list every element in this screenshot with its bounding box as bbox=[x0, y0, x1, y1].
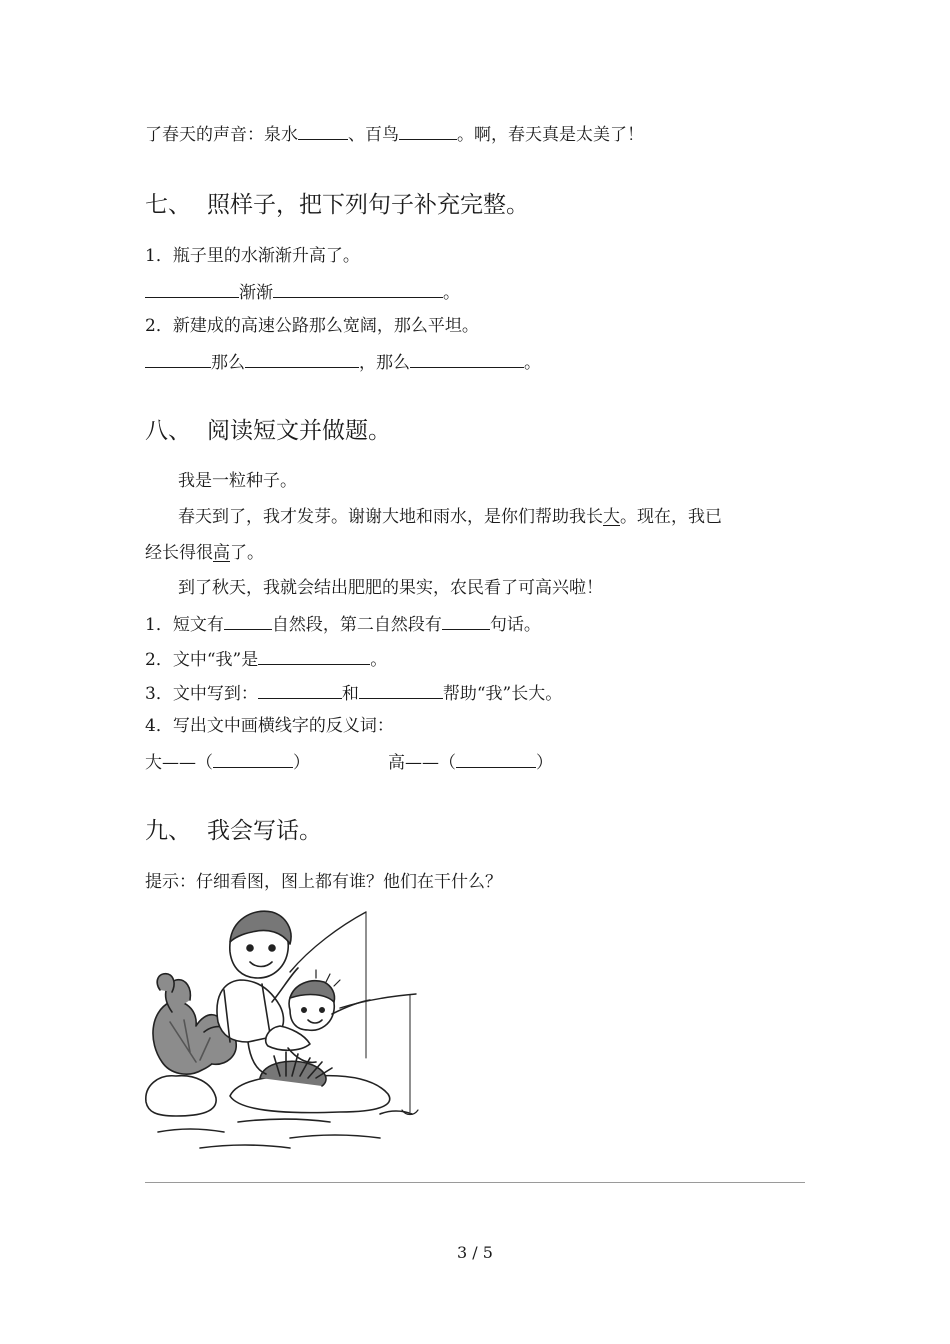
blank-s8-q1-b[interactable] bbox=[442, 611, 490, 630]
passage-paragraph-1: 我是一粒种子。 bbox=[178, 471, 297, 491]
section8-heading: 八、 阅读短文并做题。 bbox=[145, 418, 391, 444]
underlined-word-big: 大 bbox=[603, 507, 620, 527]
passage-paragraph-3: 到了秋天，我就会结出肥肥的果实，农民看了可高兴啦！ bbox=[178, 578, 603, 598]
passage-paragraph-2: 春天到了，我才发芽。谢谢大地和雨水，是你们帮助我长大。现在，我已 bbox=[178, 507, 722, 527]
blank-s7-q2-a[interactable] bbox=[145, 349, 211, 368]
blank-s8-q2[interactable] bbox=[258, 646, 370, 665]
blank-s8-q3-a[interactable] bbox=[258, 680, 342, 699]
blank-s8-q1-a[interactable] bbox=[224, 611, 272, 630]
blank-s7-q1-b[interactable] bbox=[273, 279, 443, 298]
section8-q2: 2．文中“我”是 。 bbox=[145, 646, 387, 672]
blank-birds[interactable] bbox=[399, 121, 457, 140]
section9-heading: 九、 我会写话。 bbox=[145, 818, 322, 844]
continued-line: 了春天的声音：泉水 、百鸟 。啊，春天真是太美了！ bbox=[145, 121, 644, 147]
section8-q3: 3．文中写到： 和 帮助“我”长大。 bbox=[145, 680, 562, 706]
writing-hint: 提示：仔细看图，图上都有谁？他们在干什么？ bbox=[145, 872, 502, 892]
page-number: 3 / 5 bbox=[457, 1243, 493, 1262]
blank-antonym-big[interactable] bbox=[213, 749, 293, 768]
section7-q2-fill: 那么 ，那么 。 bbox=[145, 349, 541, 375]
blank-s7-q2-b[interactable] bbox=[245, 349, 359, 368]
section7-heading: 七、 照样子，把下列句子补充完整。 bbox=[145, 192, 529, 218]
blank-s8-q3-b[interactable] bbox=[359, 680, 443, 699]
blank-s7-q1-a[interactable] bbox=[145, 279, 239, 298]
blank-antonym-tall[interactable] bbox=[456, 749, 536, 768]
section8-q4: 4．写出文中画横线字的反义词： bbox=[145, 716, 394, 736]
section7-q2: 2．新建成的高速公路那么宽阔，那么平坦。 bbox=[145, 316, 479, 336]
section8-q1: 1．短文有 自然段，第二自然段有 句话。 bbox=[145, 611, 541, 637]
passage-paragraph-2-cont: 经长得很高了。 bbox=[145, 543, 264, 563]
blank-s7-q2-c[interactable] bbox=[410, 349, 524, 368]
underlined-word-tall: 高 bbox=[213, 543, 230, 563]
section8-antonyms: 大——（ ） 高——（ ） bbox=[145, 749, 553, 775]
section7-q1: 1．瓶子里的水渐渐升高了。 bbox=[145, 246, 360, 266]
writing-line[interactable] bbox=[145, 1182, 805, 1183]
fishing-illustration bbox=[140, 902, 430, 1152]
section7-q1-fill: 渐渐 。 bbox=[145, 279, 460, 305]
blank-spring-water[interactable] bbox=[298, 121, 348, 140]
